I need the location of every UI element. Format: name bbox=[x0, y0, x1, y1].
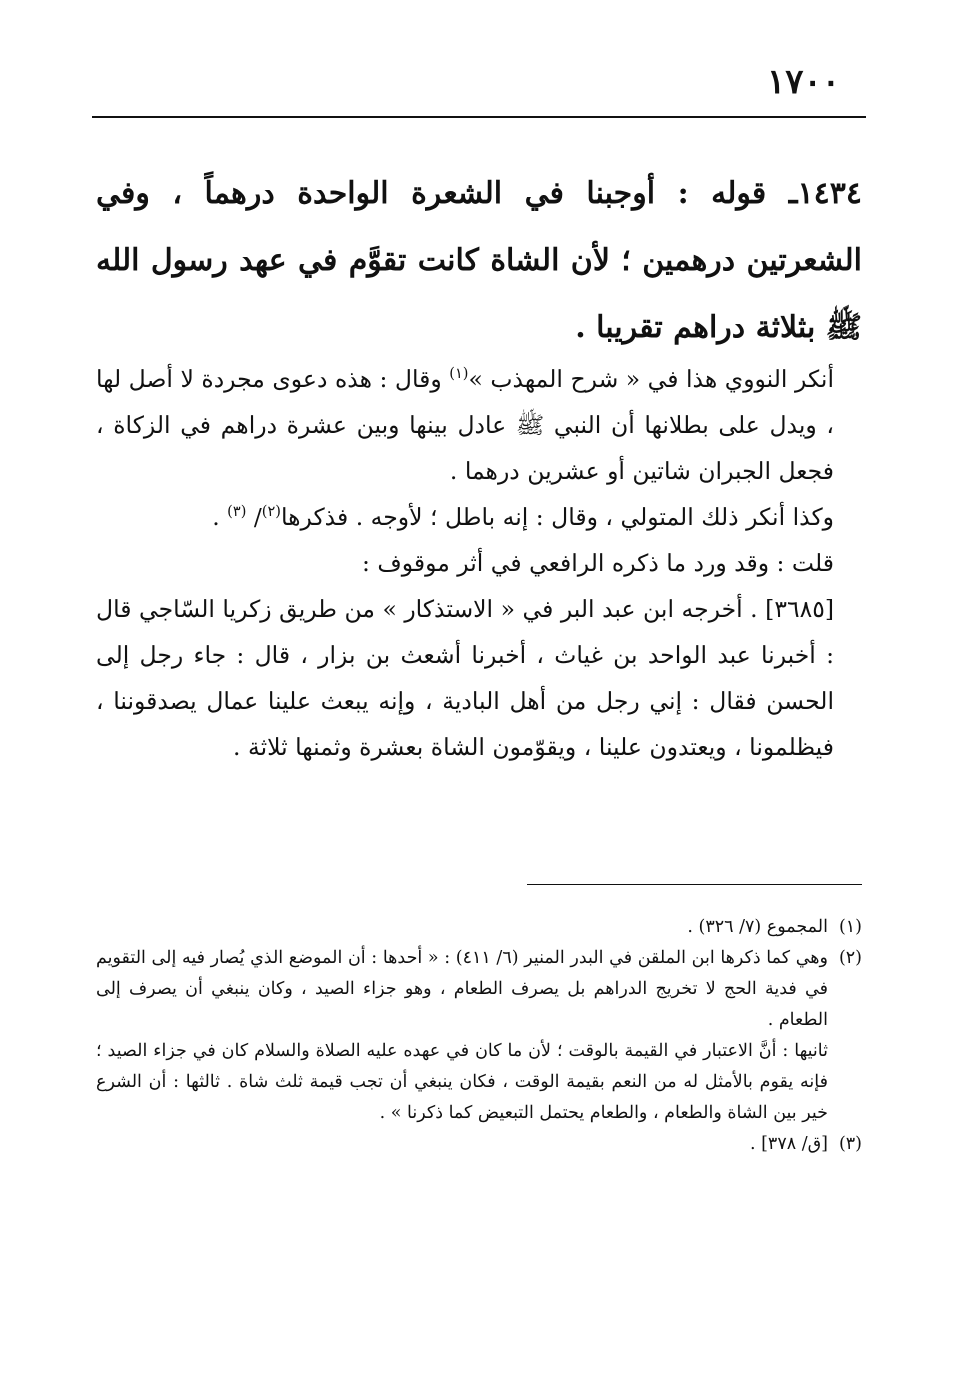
footnote-1 bbox=[96, 912, 862, 943]
footnote-ref-2: (٢) bbox=[261, 503, 281, 521]
paragraph-mutawalli-text: وكذا أنكر ذلك المتولي ، وقال : إنه باطل ؛ لأوجه . فذكرها bbox=[280, 503, 834, 531]
footnote-3 bbox=[96, 1129, 862, 1160]
footnote-number: (٣) bbox=[838, 1134, 862, 1154]
paragraph-qultu: قلت : وقد ورد ما ذكره الرافعي في أثر موقوف : bbox=[361, 549, 834, 577]
paragraph-mutawalli-end: . bbox=[212, 503, 228, 531]
footnote-text: [ق/ ٣٧٨] . bbox=[749, 1134, 828, 1154]
footnote-rule bbox=[527, 884, 862, 885]
footnote-number: (٢) bbox=[838, 948, 862, 968]
footnotes bbox=[96, 912, 862, 1160]
paragraph-hadith-3685: [٣٦٨٥] . أخرجه ابن عبد البر في « الاستذكار » من طريق زكريا السّاجي قال : أخبرنا عبد الواحد بن غياث ، أخبرنا أشعث بن بزار ، قال : جاء رجل إلى الحسن فقال : إني رجل من أهل البادية ، وإنه يبعث علينا عمال يصدقوننا ، فيظلمونا ، ويعتدون علينا ، ويقوّمون الشاة بعشرة وثمنها ثلاثة . bbox=[96, 595, 834, 761]
footnote-ref-1: (١) bbox=[449, 365, 469, 383]
footnote-number: (١) bbox=[838, 917, 862, 937]
footnote-text: المجموع (٧/ ٣٢٦) . bbox=[687, 917, 828, 937]
footnote-ref-3: (٣) bbox=[227, 503, 247, 521]
folio-slash: / bbox=[246, 503, 262, 531]
paragraph-mutawalli bbox=[96, 494, 862, 540]
paragraph-nawawi-text-b: وقال : هذه دعوى مجردة لا أصل لها ، ويدل على بطلانها أن النبي ﷺ عادل بينها وبين عشرة دراهم في الزكاة ، فجعل الجبران شاتين أو عشرين درهما . bbox=[96, 365, 834, 485]
footnote-text: وهي كما ذكرها ابن الملقن في البدر المنير (٦/ ٤١١) : « أحدها : أن الموضع الذي يُصار فيه إلى التقويم في فدية الحج لا تخريج الدراهم بل يصرف الطعام ، وهو جزاء الصيد ، وكان ينبغي أن يصرف إلى الطعام . bbox=[96, 948, 828, 1030]
paragraph-nawawi bbox=[96, 356, 862, 494]
header-rule bbox=[92, 116, 866, 118]
paragraph-nawawi-text-a: أنكر النووي هذا في « شرح المهذب » bbox=[468, 365, 834, 393]
footnote-2 bbox=[96, 943, 862, 1036]
body-text bbox=[96, 356, 862, 770]
page-number: ١٧٠٠ bbox=[766, 62, 840, 102]
footnote-2-continuation: ثانيها : أنَّ الاعتبار في القيمة بالوقت ؛ لأن ما كان في عهده عليه الصلاة والسلام كان في جزاء الصيد ؛ فإنه يقوم بالأمثل له من النعم بقيمة الوقت ، فكان ينبغي أن تجب قيمة ثلث شاة . ثالثها : أن الشرع خير بين الشاة والطعام ، والطعام يحتمل التبعيض كما ذكرنا » . bbox=[96, 1041, 828, 1123]
entry-heading: ١٤٣٤ـ قوله : أوجبنا في الشعرة الواحدة درهماً ، وفي الشعرتين درهمين ؛ لأن الشاة كانت تقوَّم في عهد رسول الله ﷺ بثلاثة دراهم تقريبا . bbox=[96, 176, 862, 345]
